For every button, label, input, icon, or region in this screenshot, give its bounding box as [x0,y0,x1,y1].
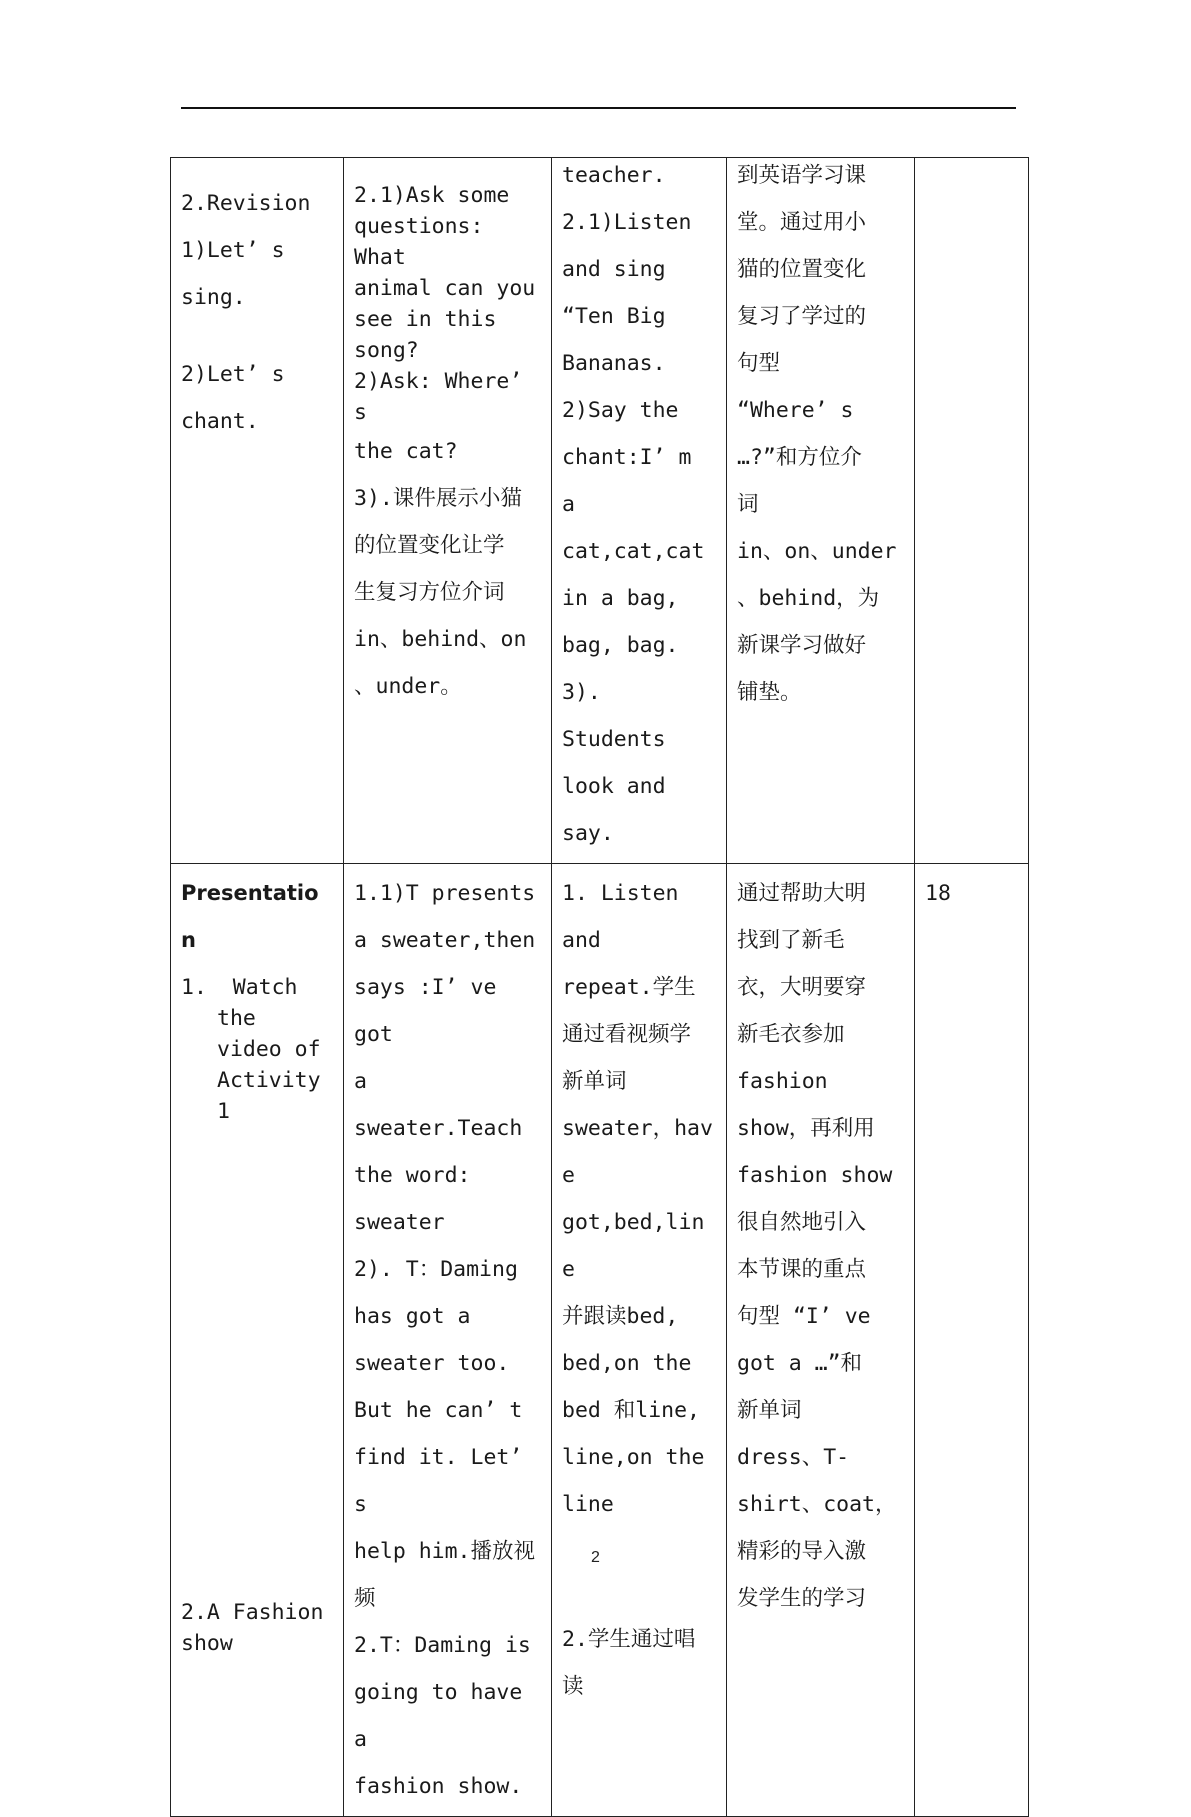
time-minutes: 18 [925,881,951,906]
revision-step-cell: 2.Revision 1)Let’ s sing. 2)Let’ s chant. [171,158,344,864]
table-row [171,158,1029,864]
time-cell [915,864,1029,1817]
presentation-step-cell: Presentation 1. Watch the video of Activity1 2.A Fashion show [171,864,344,1817]
student-activity-cell: 1. Listen and repeat.学生 通过看视频学 新单词 sweater，hav e got,bed,line 并跟读bed, bed,on the bed 和line, line,on the line 2.学生通过唱 读 [552,864,727,1817]
time-cell [915,158,1029,864]
student-activity-cell: teacher. 2.1)Listen and sing “Ten Big Bananas. 2)Say the chant:I’ m a cat,cat,cat in a bag, bag, bag. 3). Students look and say. [552,158,727,864]
step-heading: Presentation [181,881,319,952]
design-purpose-cell: 通过帮助大明 找到了新毛 衣，大明要穿 新毛衣参加 fashion show，再利用 fashion show 很自然地引入 本节课的重点 句型 “I’ ve got a …”和 新单词 dress、T- shirt、coat， 精彩的导入激 发学生的学习 [727,864,915,1817]
header-rule [181,107,1016,109]
teacher-activity-cell: 2.1)Ask some questions: What animal can you see in this song? 2)Ask: Where’ s the cat? 3).课件展示小猫 的位置变化让学 生复习方位介词 in、behind、on 、under。 [344,158,552,864]
page-number: 2 [591,1549,600,1566]
design-purpose-cell: 到英语学习课 堂。通过用小 猫的位置变化 复习了学过的 句型 “Where’ s …?”和方位介 词 in、on、under 、behind，为 新课学习做好 铺垫。 [727,158,915,864]
teacher-activity-cell: 1.1)T presents a sweater,then says :I’ ve got a sweater.Teach the word: sweater 2). T：Daming has got a sweater too. But he can’ t find it. Let’ s help him.播放视 频 2.T：Daming is going to have a fashion show. [344,864,552,1817]
lesson-plan-table [170,157,1029,1817]
step-heading: 2.Revision [181,191,311,216]
table-row [171,864,1029,1817]
